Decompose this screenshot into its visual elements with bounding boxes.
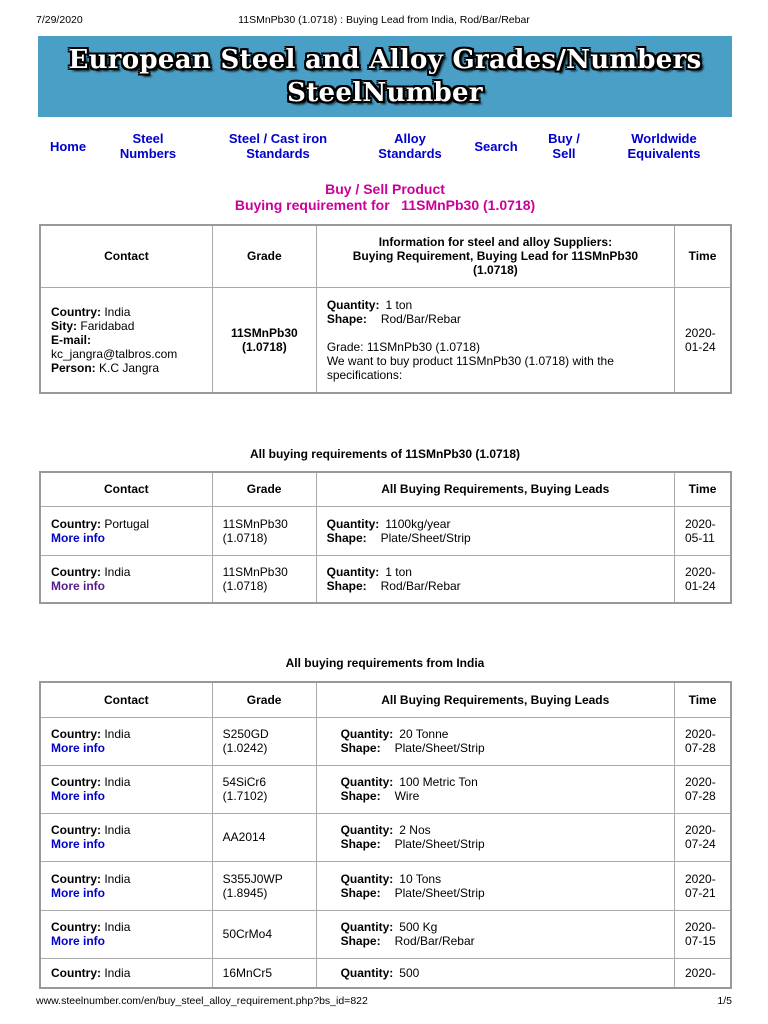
col-time: Time [674, 472, 731, 506]
table-row: Country: India More info AA2014 Quantity: 2 Nos Shape: Plate/Sheet/Strip 2020- 07-24 [40, 813, 731, 861]
row-time: 2020- 07-28 [675, 717, 732, 765]
print-footer [36, 995, 732, 1007]
row-grade: 54SiCr6 (1.7102) [212, 765, 316, 813]
col-time: Time [674, 225, 731, 287]
col-information: Information for steel and alloy Suppliers: Buying Requirement, Buying Lead for 11SMnPb30 (1.0718) [316, 225, 674, 287]
nav-worldwide-equivalents[interactable]: Worldwide Equivalents [627, 131, 701, 161]
print-page-title: 11SMnPb30 (1.0718) : Buying Lead from India, Rod/Bar/Rebar [238, 14, 530, 26]
nav-home[interactable]: Home [49, 138, 87, 154]
table-header-row [40, 682, 731, 717]
requirement-detail-table [39, 224, 732, 394]
banner-title: European Steel and Alloy Grades/Numbers [68, 44, 702, 75]
nav-steel-numbers[interactable]: Steel Numbers [119, 131, 177, 161]
row-grade: S250GD (1.0242) [212, 717, 316, 765]
table-row: Country: India More info 50CrMo4 Quantity: 500 Kg Shape: Rod/Bar/Rebar 2020- 07-15 [40, 910, 731, 958]
col-grade: Grade [212, 225, 316, 287]
subtitle-line2: Buying requirement for 11SMnPb30 (1.0718) [234, 197, 536, 213]
grade-requirements-table [39, 471, 732, 604]
quantity-value: 1 ton [385, 297, 413, 312]
more-info-link[interactable]: More info [51, 837, 105, 851]
grade-line: Grade: 11SMnPb30 (1.0718) [326, 339, 481, 354]
col-contact: Contact [40, 682, 212, 717]
print-date: 7/29/2020 [36, 14, 83, 26]
row-time: 2020- 01-24 [674, 555, 731, 603]
contact-person: K.C Jangra [99, 360, 160, 375]
section-title-grade: All buying requirements of 11SMnPb30 (1.0718) [249, 447, 521, 461]
table-header-row [40, 225, 731, 287]
contact-country: India [104, 304, 131, 319]
subtitle-line1: Buy / Sell Product [325, 181, 445, 197]
nav-alloy-standards[interactable]: Alloy Standards [378, 131, 442, 161]
row-grade: 11SMnPb30 (1.0718) [212, 506, 316, 555]
row-grade: 16MnCr5 [212, 958, 316, 988]
main-nav [38, 124, 732, 168]
table-row: Country: Portugal More info 11SMnPb30 (1.0718) Quantity: 1100kg/year Shape: Plate/Sheet/Strip 2020- 05-11 [40, 506, 731, 555]
col-grade: Grade [212, 472, 316, 506]
table-row: Country: India 16MnCr5 Quantity: 500 2020- [40, 958, 731, 988]
grade-cell: 11SMnPb30 (1.0718) [212, 287, 316, 393]
table-header-row [40, 472, 731, 506]
col-contact: Contact [40, 225, 212, 287]
contact-city: Faridabad [80, 318, 135, 333]
contact-cell: Country: India Sity: Faridabad E-mail: kc_jangra@talbros.com Person: K.C Jangra [40, 287, 212, 393]
table-row: Country: India More info 11SMnPb30 (1.0718) Quantity: 1 ton Shape: Rod/Bar/Rebar 2020- 01-24 [40, 555, 731, 603]
more-info-link[interactable]: More info [51, 885, 105, 900]
print-url: www.steelnumber.com/en/buy_steel_alloy_requirement.php?bs_id=822 [36, 995, 368, 1007]
row-grade: 11SMnPb30 (1.0718) [212, 555, 316, 603]
more-info-link[interactable]: More info [51, 530, 105, 545]
table-row [40, 287, 731, 393]
section-title-country: All buying requirements from India [285, 656, 485, 670]
row-country: Portugal [104, 516, 150, 531]
nav-search[interactable]: Search [474, 138, 518, 154]
table-row: Country: India More info 54SiCr6 (1.7102) Quantity: 100 Metric Ton Shape: Wire 2020- 07-28 [40, 765, 731, 813]
info-cell: Quantity: 1 ton Shape: Rod/Bar/Rebar Grade: 11SMnPb30 (1.0718) We want to buy product 11SMnPb30 (1.0718) with the specifications: [316, 287, 674, 393]
row-grade: AA2014 [212, 813, 316, 861]
country-requirements-table [39, 681, 732, 989]
row-time: 2020- 07-28 [675, 765, 732, 813]
col-contact: Contact [40, 472, 212, 506]
nav-buy-sell[interactable]: Buy / Sell [548, 131, 580, 161]
banner-subtitle: SteelNumber [287, 77, 483, 108]
table-row: Country: India More info S355J0WP (1.8945) Quantity: 10 Tons Shape: Plate/Sheet/Strip 2020- 07-21 [40, 861, 731, 910]
requirement-description: We want to buy product 11SMnPb30 (1.0718) with the specifications: [326, 353, 614, 382]
col-requirements: All Buying Requirements, Buying Leads [316, 472, 674, 506]
more-info-link[interactable]: More info [51, 789, 105, 803]
contact-email[interactable]: kc_jangra@talbros.com [51, 346, 178, 361]
site-banner [38, 36, 732, 117]
row-grade: 50CrMo4 [212, 910, 316, 958]
row-country: India [104, 564, 131, 579]
print-page-number: 1/5 [717, 995, 732, 1007]
row-grade: S355J0WP (1.8945) [212, 861, 316, 910]
nav-steel-cast-iron-standards[interactable]: Steel / Cast iron Standards [228, 131, 328, 161]
print-header [36, 14, 732, 26]
col-requirements: All Buying Requirements, Buying Leads [316, 682, 674, 717]
col-grade: Grade [212, 682, 316, 717]
more-info-link[interactable]: More info [51, 578, 105, 593]
row-time: 2020- 07-21 [675, 861, 732, 910]
row-time: 2020- 07-24 [675, 813, 732, 861]
more-info-link[interactable]: More info [51, 741, 105, 755]
row-time: 2020- 07-15 [675, 910, 732, 958]
more-info-link[interactable]: More info [51, 934, 105, 948]
col-time: Time [675, 682, 732, 717]
time-cell: 2020- 01-24 [674, 287, 731, 393]
row-time: 2020- 05-11 [674, 506, 731, 555]
shape-value: Rod/Bar/Rebar [380, 311, 461, 326]
row-time: 2020- [675, 958, 732, 988]
table-row: Country: India More info S250GD (1.0242) Quantity: 20 Tonne Shape: Plate/Sheet/Strip 2020- 07-28 [40, 717, 731, 765]
